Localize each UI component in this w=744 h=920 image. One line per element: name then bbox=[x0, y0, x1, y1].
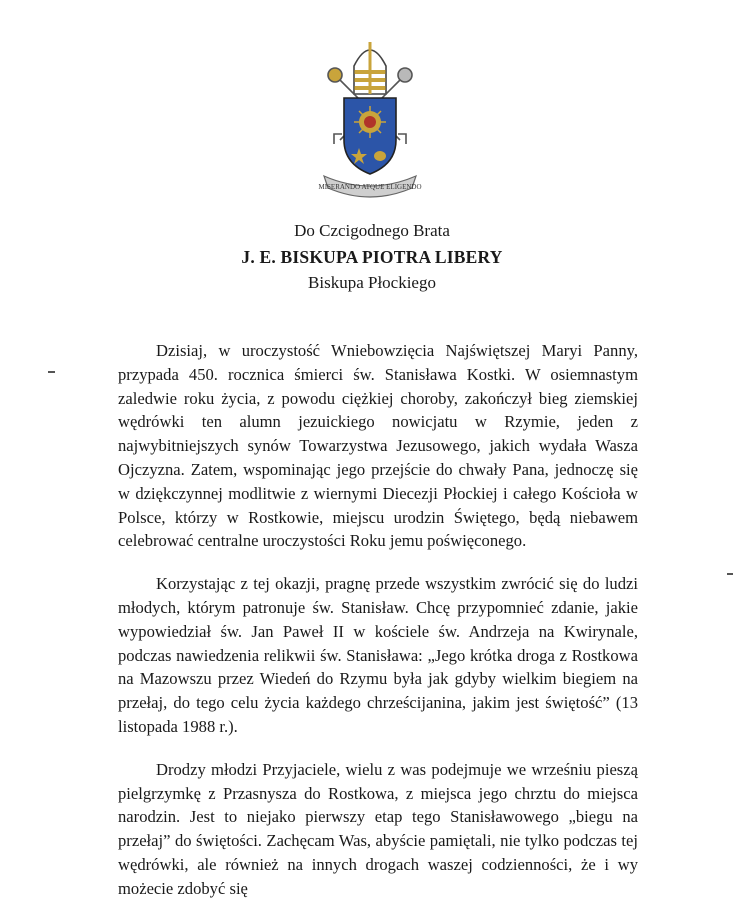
coat-motto: MISERANDO ATQUE ELIGENDO bbox=[318, 183, 422, 191]
paragraph: Korzystając z tej okazji, pragnę przede wszystkim zwrócić się do ludzi młodych, którym patronuje św. Stanisław. Chcę przypomnieć zdanie, jakie wypowiedział św. Jan Paweł II w kościele św. Andrzeja na Kwirynale, podczas nawiedzenia relikwii św. Stanisława: „Jego krótka droga z Rostkowa na Mazowszu przez Wiedeń do Rzymu była jak gdyby wielkim biegiem na przełaj, do tego celu życia każdego chrześcijanina, jakim jest świętość” (13 listopada 1988 r.). bbox=[118, 574, 638, 736]
margin-mark bbox=[48, 371, 55, 373]
salutation: Do Czcigodnego Brata bbox=[294, 221, 450, 240]
letter-body bbox=[118, 339, 638, 920]
margin-mark bbox=[727, 573, 733, 575]
paragraph: Dzisiaj, w uroczystość Wniebowzięcia Najświętszej Maryi Panny, przypada 450. rocznica śmierci św. Stanisława Kostki. W osiemnastym zaledwie roku życia, z powodu ciężkiej choroby, zakończył bieg ziemskiej wędrówki ten alumn jezuickiego nowicjatu w Rzymie, jeden z najwybitniejszych synów Towarzystwa Jezusowego, jakich wydała Wasza Ojczyzna. Zatem, wspominając jego przejście do chwały Pana, jednoczę się w dziękczynnej modlitwie z wiernymi Diecezji Płockiej i całego Kościoła w Polsce, którzy w Rostkowie, miejscu urodzin Świętego, będą niebawem celebrować centralne uroczystości Roku jemu poświęconego. bbox=[118, 341, 638, 551]
paragraph: Drodzy młodzi Przyjaciele, wielu z was podejmuje we wrześniu pieszą pielgrzymkę z Przasnysza do Rostkowa, z miejsca jego chrztu do miejsca narodzin. Jest to niejako pierwszy etap tego Stanisławowego „biegu na przełaj” do świętości. Zachęcam Was, abyście pamiętali, nie tylko podczas tej wędrówki, ale również na innych drogach waszej codzienności, że i wy możecie zdobyć się bbox=[118, 759, 638, 898]
recipient-name: J. E. BISKUPA PIOTRA LIBERY bbox=[241, 247, 503, 267]
recipient-title: Biskupa Płockiego bbox=[308, 273, 436, 292]
letter-header bbox=[0, 218, 744, 296]
papal-coat-of-arms-icon bbox=[314, 36, 426, 198]
